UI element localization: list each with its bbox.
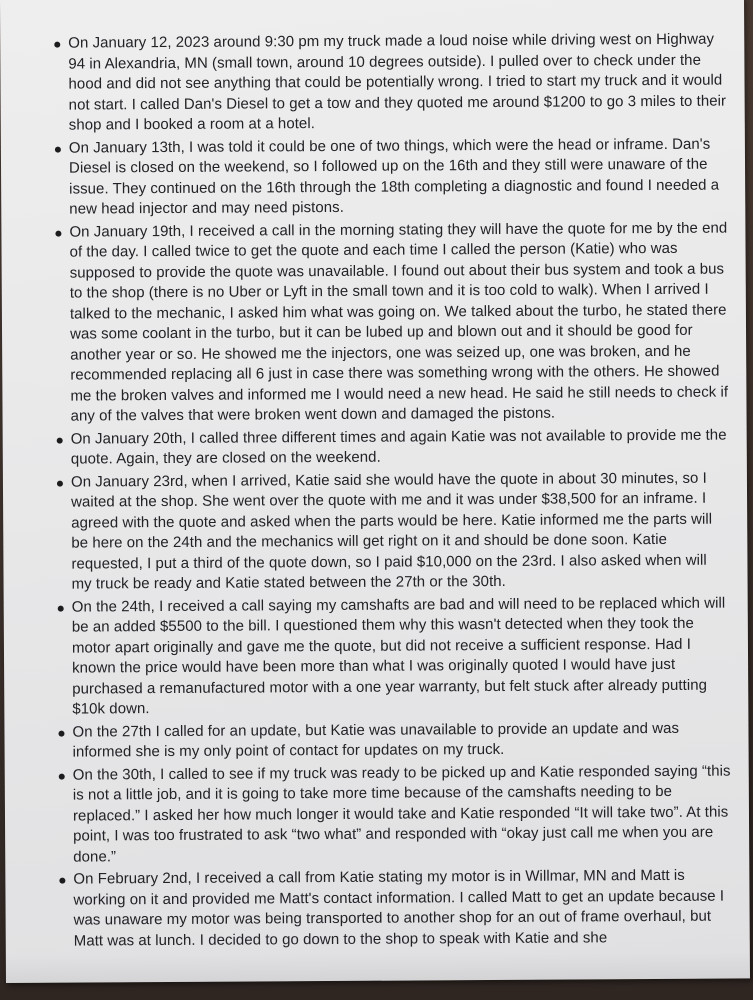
list-item — [41, 866, 731, 952]
entry-text: On January 20th, I called three different times and again Katie was not available to provide me the quote. Again, they are closed on the weekend. — [70, 426, 727, 468]
entry-text: On January 13th, I was told it could be one of two things, which were the head or inframe. Dan's Diesel is closed on the weekend, so I followed up on the 16th and they still were unaware of the issue. They continued on the 16th through the 18th completing a diagnostic and found I needed a new head injector and may need pistons. — [68, 135, 720, 218]
bullet-icon — [59, 773, 65, 779]
bullet-icon — [55, 230, 61, 236]
entry-text: On the 30th, I called to see if my truck was ready to be picked up and Katie responded saying “this is not a little job, and it is going to take more time because of the camshafts needing to be replaced.” I asked her how much longer it would take and Katie responded “It will take two”. At this point, I was too frustrated to ask “two what” and responded with “okay just call me when you are done.” — [72, 762, 731, 866]
bullet-icon — [55, 146, 61, 152]
list-item — [41, 761, 732, 868]
list-item — [39, 425, 729, 470]
paper-shadow — [6, 950, 750, 983]
entry-text: On the 24th, I received a call saying my camshafts are bad and will need to be replaced which will be an added $5500 to the bill. I questioned them why this wasn't detected when they took the motor apart originally and gave me the quote, but did not receive a sufficient response. Had I known the price would have been more than what I was originally quoted I would have just purchased a remanufactured motor with a one year warranty, but felt stuck after already putting $10k down. — [71, 594, 726, 718]
list-item — [40, 593, 731, 720]
bullet-icon — [58, 605, 64, 611]
bullet-icon — [54, 42, 60, 48]
timeline-list — [36, 30, 732, 954]
entry-text: On January 19th, I received a call in the morning stating they will have the quote for me by the end of the day. I called twice to get the quote and each time I called the person (Katie) who was supposed to provide the quote was unavailable. I found out about their bus system and took a bus to the shop (there is no Uber or Lyft in the small town and it is too cold to walk). When I arrived I talked to the mechanic, I asked him what was going on. We talked about the turbo, he stated there was some coolant in the turbo, but it can be lubed up and blown out and it should be good for another year or so. He showed me the injectors, one was seized up, one was broken, and he recommended replacing all 6 just in case there was something wrong with the others. He showed me the broken valves and informed me I would need a new head. He said he still needs to check if any of the valves that were broken went down and damaged the pistons. — [69, 219, 729, 425]
list-item — [40, 718, 730, 763]
bullet-icon — [58, 730, 64, 736]
entry-text: On January 23rd, when I arrived, Katie said she would have the quote in about 30 minutes, so I waited at the shop. She went over the quote with me and it was under $38,500 for an inframe. I agreed with the quote and asked when the parts would be here. Katie informed me the parts will be here on the 24th and the mechanics will get right on it and should be done soon. Katie requested, I put a third of the quote down, so I paid $10,000 on the 23rd. I also asked when will my truck be ready and Katie stated between the 27th or the 30th. — [70, 469, 713, 593]
list-item — [36, 30, 727, 137]
list-item — [37, 134, 727, 220]
bullet-icon — [57, 480, 63, 486]
list-item — [37, 218, 728, 427]
entry-text: On January 12, 2023 around 9:30 pm my truck made a loud noise while driving west on Highway 94 in Alexandria, MN (small town, around 10 degrees outside). I pulled over to check under the hood and did not see anything that could be potentially wrong. I tried to start my truck and it would not start. I called Dan's Diesel to get a tow and they quoted me around $1200 to go 3 miles to their shop and I booked a room at a hotel. — [68, 30, 727, 134]
entry-text: On the 27th I called for an update, but Katie was unavailable to provide an update and was informed she is my only point of contact for updates on my truck. — [72, 719, 680, 761]
bullet-icon — [57, 437, 63, 443]
bullet-icon — [59, 878, 65, 884]
list-item — [39, 468, 730, 595]
entry-text: On February 2nd, I received a call from Katie stating my motor is in Willmar, MN and Matt is working on it and provided me Matt's contact information. I called Matt to get an update because I was unaware my motor was being transported to another shop for an out of frame overhaul, but Matt was at lunch. I decided to go down to the shop to speak with Katie and she — [73, 866, 725, 950]
